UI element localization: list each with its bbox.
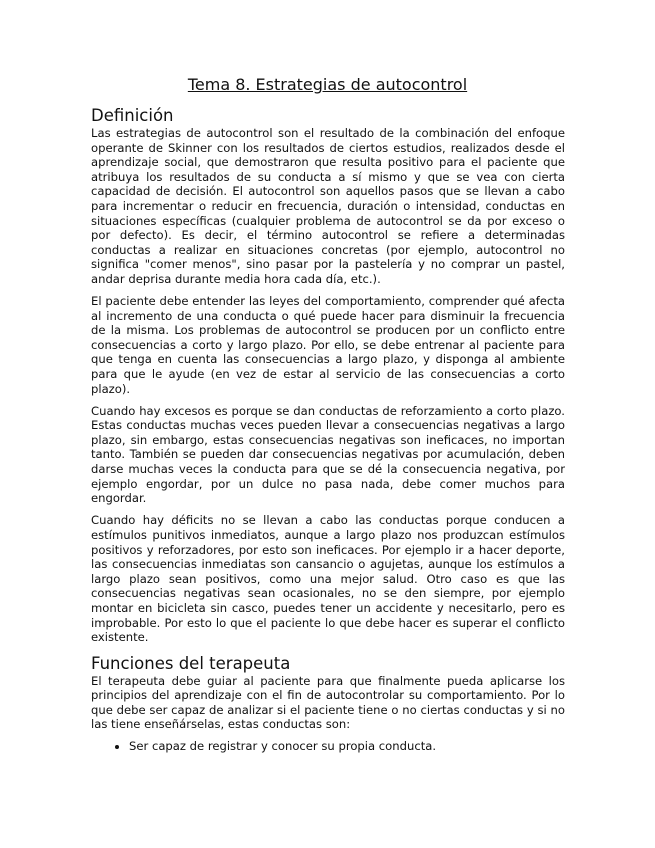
page-title: Tema 8. Estrategias de autocontrol (187, 75, 468, 94)
paragraph: Las estrategias de autocontrol son el resultado de la combinación del enfoque operante de Skinner con los resultados de ciertos estudios, realizados desde el aprendizaje social, que demostraron que resulta positivo para el paciente que atribuya los resultados de su conducta a sí mismo y que se vea con cierta capacidad de decisión. El autocontrol son aquellos pasos que se llevan a cabo para incrementar o reducir en frecuencia, duración o intensidad, conductas en situaciones específicas (cualquier problema de autocontrol se da por exceso o por defecto). Es decir, el término autocontrol se refiere a determinadas conductas a realizar en situaciones concretas (por ejemplo, autocontrol no significa "comer menos", sino pasar por la pastelería y no comprar un pastel, andar deprisa durante media hora cada día, etc.). (91, 126, 565, 286)
bullet-list (91, 739, 565, 754)
paragraph: El terapeuta debe guiar al paciente para que finalmente pueda aplicarse los principios del aprendizaje con el fin de autocontrolar su comportamiento. Por lo que debe ser capaz de analizar si el paciente tiene o no ciertas conductas y si no las tiene enseñárselas, estas conductas son: (91, 673, 565, 732)
section-heading-definicion: Definición (91, 106, 174, 125)
paragraph: El paciente debe entender las leyes del comportamiento, comprender qué afecta al incremento de una conducta o qué puede hacer para disminuir la frecuencia de la misma. Los problemas de autocontrol se producen por un conflicto entre consecuencias a corto y largo plazo. Por ello, se debe entrenar al paciente para que tenga en cuenta las consecuencias a largo plazo, y disponga al ambiente para que le ayude (en vez de estar al servicio de las consecuencias a corto plazo). (91, 294, 565, 396)
list-item: • Ser capaz de registrar y conocer su propia conducta. (129, 739, 565, 754)
section-heading-funciones: Funciones del terapeuta (91, 653, 291, 673)
document-body (91, 106, 565, 754)
paragraph: Cuando hay excesos es porque se dan conductas de reforzamiento a corto plazo. Estas conductas muchas veces pueden llevar a consecuencias negativas a largo plazo, sin embargo, estas consecuencias negativas son ineficaces, no importan tanto. También se pueden dar consecuencias negativas por acumulación, deben darse muchas veces la conducta para que se dé la consecuencia negativa, por ejemplo engordar, por un dulce no pasa nada, debe comer muchos para engordar. (91, 403, 565, 506)
paragraph: Cuando hay déficits no se llevan a cabo las conductas porque conducen a estímulos punitivos inmediatos, aunque a largo plazo nos produzcan estímulos positivos y reforzadores, por esto son ineficaces. Por ejemplo ir a hacer deporte, las consecuencias inmediatas son cansancio o agujetas, aunque los estímulos a largo plazo sean positivos, como una mejor salud. Otro caso es que las consecuencias negativas sean ocasionales, no se den siempre, por ejemplo montar en bicicleta sin casco, puedes tener un accidente y necesitarlo, pero es improbable. Por esto lo que el paciente lo que debe hacer es superar el conflicto existente. (91, 513, 565, 645)
